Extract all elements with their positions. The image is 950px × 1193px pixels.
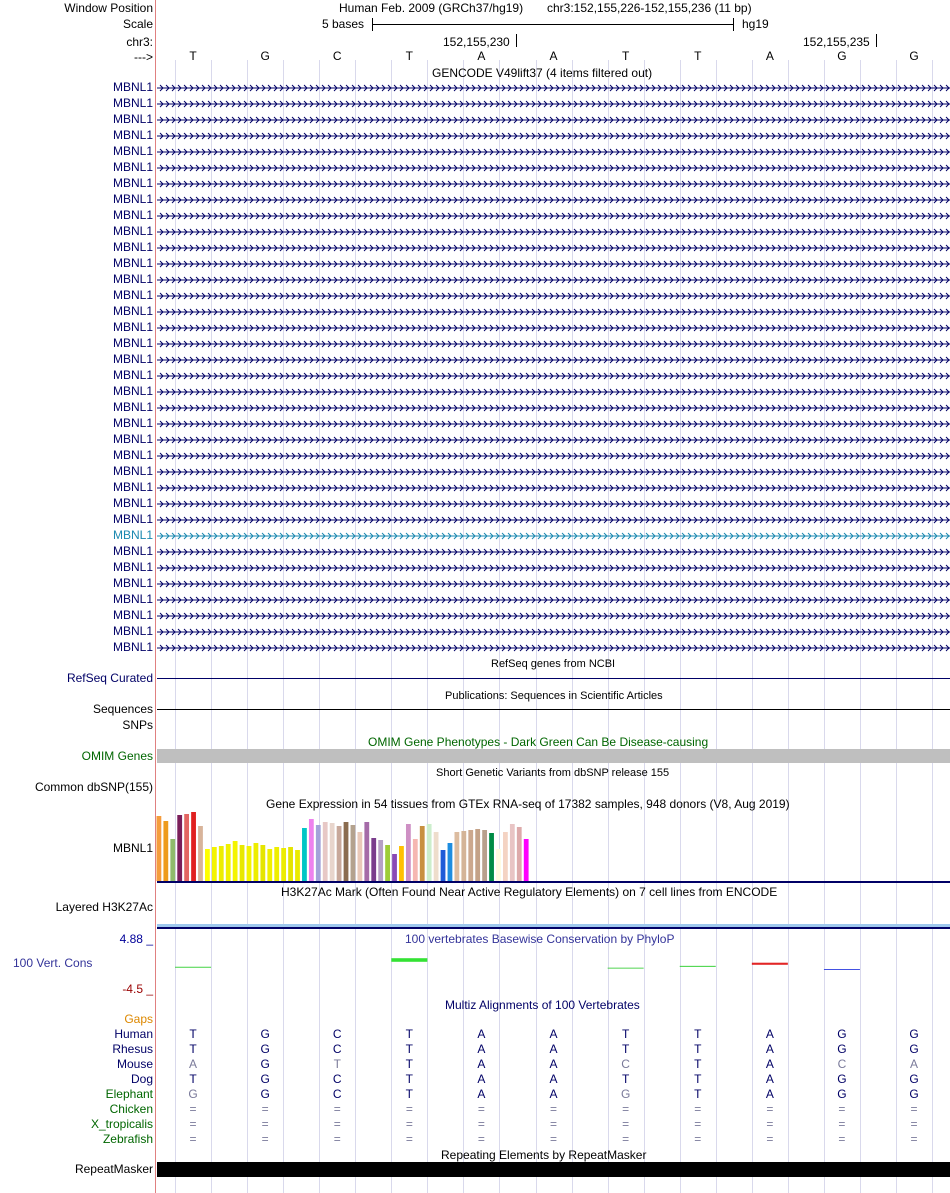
gencode-transcript-label[interactable]: MBNL1	[112, 640, 153, 654]
gencode-transcript-line[interactable]	[157, 178, 950, 190]
multiz-aligned-base: G	[260, 1087, 270, 1101]
gencode-transcript-line[interactable]	[157, 242, 950, 254]
multiz-aligned-base: T	[405, 1042, 414, 1056]
h3k27ac-baseline	[157, 927, 950, 929]
gaps-label: Gaps	[124, 1012, 153, 1026]
conservation-chart[interactable]	[157, 944, 950, 994]
multiz-aligned-base: =	[477, 1117, 485, 1131]
gtex-tissue-bar[interactable]	[226, 844, 231, 881]
gtex-tissue-bar[interactable]	[427, 824, 432, 881]
multiz-aligned-base: T	[694, 1042, 702, 1056]
multiz-aligned-base: A	[910, 1057, 919, 1071]
multiz-aligned-base: =	[910, 1102, 918, 1116]
multiz-aligned-base: A	[477, 1042, 486, 1056]
gencode-transcript-line[interactable]	[157, 418, 950, 430]
multiz-species-label[interactable]: Mouse	[116, 1057, 153, 1071]
refseq-track-title[interactable]: RefSeq genes from NCBI	[491, 658, 616, 670]
gtex-tissue-bar[interactable]	[247, 846, 252, 881]
gencode-transcript-label[interactable]: MBNL1	[112, 352, 153, 366]
gencode-transcript-label[interactable]: MBNL1	[112, 528, 153, 542]
coordinate-tick-2	[876, 34, 877, 47]
multiz-aligned-base: G	[620, 1087, 631, 1101]
gtex-track-title[interactable]: Gene Expression in 54 tissues from GTEx RNA-seq of 17382 samples, 948 donors (V8, Aug 2019)	[266, 797, 790, 811]
refseq-curated-label[interactable]: RefSeq Curated	[66, 671, 153, 685]
multiz-aligned-base: T	[405, 1072, 414, 1086]
gencode-transcript-line[interactable]	[157, 306, 950, 318]
window-position-label: Window Position	[64, 1, 153, 15]
gencode-transcript-label[interactable]: MBNL1	[112, 288, 153, 302]
conservation-mark[interactable]	[824, 969, 860, 970]
gtex-tissue-bar[interactable]	[163, 821, 168, 881]
gtex-tissue-bar[interactable]	[489, 833, 494, 881]
gtex-tissue-bar[interactable]	[441, 850, 446, 881]
gtex-tissue-bar[interactable]	[496, 849, 501, 881]
gencode-transcript-line[interactable]	[157, 578, 950, 590]
multiz-aligned-base: C	[332, 1027, 342, 1041]
gencode-transcript-label[interactable]: MBNL1	[112, 608, 153, 622]
multiz-aligned-base: G	[837, 1087, 847, 1101]
gtex-tissue-bar[interactable]	[170, 839, 175, 881]
gencode-transcript-label[interactable]: MBNL1	[112, 304, 153, 318]
gtex-tissue-bar[interactable]	[434, 832, 439, 881]
multiz-aligned-base: T	[621, 1027, 630, 1041]
gtex-tissue-bar[interactable]	[371, 838, 376, 881]
multiz-aligned-base: =	[622, 1132, 630, 1146]
gtex-tissue-bar[interactable]	[274, 847, 279, 881]
multiz-aligned-base: G	[909, 1027, 919, 1041]
multiz-aligned-base: =	[333, 1132, 341, 1146]
multiz-aligned-base: T	[189, 1042, 197, 1056]
multiz-aligned-base: =	[261, 1102, 269, 1116]
gencode-transcript-line[interactable]	[157, 610, 950, 622]
gtex-tissue-bar[interactable]	[302, 828, 307, 881]
gencode-transcript-line[interactable]	[157, 258, 950, 270]
multiz-aligned-base: =	[189, 1132, 197, 1146]
gencode-transcript-line[interactable]	[157, 210, 950, 222]
multiz-aligned-base: =	[550, 1102, 558, 1116]
multiz-aligned-base: =	[910, 1132, 918, 1146]
multiz-aligned-base: G	[260, 1072, 270, 1086]
multiz-aligned-base: =	[477, 1132, 485, 1146]
gtex-tissue-bar[interactable]	[260, 845, 265, 881]
gencode-transcript-label[interactable]: MBNL1	[112, 128, 153, 142]
gencode-transcript-line[interactable]	[157, 194, 950, 206]
coordinate-label-1: 152,155,230	[443, 35, 510, 49]
gtex-tissue-bar[interactable]	[254, 843, 259, 881]
conservation-mark[interactable]	[608, 968, 644, 969]
gtex-tissue-bar[interactable]	[295, 850, 300, 881]
refseq-track-line	[157, 678, 950, 679]
gencode-transcript-line[interactable]	[157, 402, 950, 414]
multiz-aligned-base: G	[909, 1087, 919, 1101]
multiz-aligned-base: =	[189, 1102, 197, 1116]
gencode-transcript-label[interactable]: MBNL1	[112, 432, 153, 446]
gencode-transcript-line[interactable]	[157, 626, 950, 638]
multiz-aligned-base: A	[549, 1087, 558, 1101]
omim-gene-bar[interactable]	[157, 749, 950, 763]
multiz-aligned-base: G	[837, 1072, 847, 1086]
multiz-aligned-base: A	[477, 1057, 486, 1071]
gtex-tissue-bar[interactable]	[399, 846, 404, 881]
multiz-aligned-base: A	[549, 1042, 558, 1056]
repeatmasker-track-title[interactable]: Repeating Elements by RepeatMasker	[441, 1148, 647, 1162]
multiz-aligned-base: =	[694, 1102, 702, 1116]
multiz-aligned-base: G	[260, 1057, 270, 1071]
scale-bar	[372, 18, 734, 31]
publications-sequences-label[interactable]: Sequences	[92, 702, 153, 716]
gencode-transcript-label[interactable]: MBNL1	[112, 320, 153, 334]
gencode-transcript-label[interactable]: MBNL1	[112, 496, 153, 510]
gtex-tissue-bar[interactable]	[413, 839, 418, 881]
multiz-species-label[interactable]: Dog	[130, 1072, 153, 1086]
gtex-tissue-bar[interactable]	[454, 832, 459, 881]
gencode-transcript-label[interactable]: MBNL1	[112, 400, 153, 414]
gencode-transcript-line[interactable]	[157, 162, 950, 174]
gencode-transcript-label[interactable]: MBNL1	[112, 448, 153, 462]
multiz-aligned-base: G	[260, 1027, 270, 1041]
multiz-aligned-base: =	[838, 1117, 846, 1131]
gtex-tissue-bar[interactable]	[191, 812, 196, 881]
h3k27ac-track-title[interactable]: H3K27Ac Mark (Often Found Near Active Regulatory Elements) on 7 cell lines from ENCODE	[281, 885, 778, 899]
gtex-tissue-bar[interactable]	[316, 825, 321, 881]
multiz-aligned-base: T	[694, 1057, 702, 1071]
gtex-tissue-bar[interactable]	[337, 826, 342, 881]
multiz-aligned-base: T	[333, 1057, 341, 1071]
scale-bar-text: 5 bases	[322, 17, 365, 31]
sequence-base: G	[260, 49, 270, 63]
publications-track-title[interactable]: Publications: Sequences in Scientific Articles	[445, 690, 663, 702]
conservation-track-title[interactable]: 100 vertebrates Basewise Conservation by PhyloP	[405, 932, 675, 946]
gencode-transcript-label[interactable]: MBNL1	[112, 272, 153, 286]
gtex-tissue-bar[interactable]	[233, 841, 238, 881]
strand-label: --->	[134, 50, 153, 64]
coordinate-tick-1	[516, 34, 517, 47]
multiz-species-label[interactable]: Chicken	[109, 1102, 153, 1116]
multiz-aligned-base: G	[909, 1042, 919, 1056]
multiz-aligned-base: =	[910, 1117, 918, 1131]
multiz-aligned-base: T	[405, 1087, 414, 1101]
conservation-min-value: -4.5 _	[122, 982, 153, 996]
gtex-tissue-bar[interactable]	[330, 823, 335, 881]
multiz-species-label[interactable]: Zebrafish	[102, 1132, 153, 1146]
multiz-aligned-base: =	[405, 1102, 413, 1116]
multiz-aligned-base: A	[765, 1042, 774, 1056]
gencode-transcript-label[interactable]: MBNL1	[112, 224, 153, 238]
gencode-transcript-line[interactable]	[157, 498, 950, 510]
multiz-aligned-base: T	[189, 1027, 197, 1041]
gtex-tissue-bar[interactable]	[364, 822, 369, 881]
gencode-transcript-line[interactable]	[157, 562, 950, 574]
gencode-transcript-line[interactable]	[157, 114, 950, 126]
multiz-track-title[interactable]: Multiz Alignments of 100 Vertebrates	[445, 998, 640, 1012]
multiz-aligned-base: =	[189, 1117, 197, 1131]
gencode-transcript-label[interactable]: MBNL1	[112, 256, 153, 270]
coordinate-label-2: 152,155,235	[803, 35, 870, 49]
sequence-base: A	[477, 49, 486, 63]
gtex-tissue-bar[interactable]	[510, 824, 515, 881]
gtex-tissue-bar[interactable]	[240, 845, 245, 881]
multiz-aligned-base: T	[405, 1057, 414, 1071]
gtex-tissue-bar[interactable]	[392, 854, 397, 881]
multiz-aligned-base: =	[838, 1132, 846, 1146]
gtex-tissue-bar[interactable]	[406, 824, 411, 881]
dbsnp-label[interactable]: Common dbSNP(155)	[34, 780, 153, 794]
multiz-aligned-base: G	[837, 1027, 847, 1041]
gtex-tissue-bar[interactable]	[524, 839, 529, 881]
assembly-text: Human Feb. 2009 (GRCh37/hg19)	[339, 1, 524, 15]
gtex-tissue-bar[interactable]	[351, 825, 356, 881]
gencode-transcript-line[interactable]	[157, 226, 950, 238]
sequence-base: T	[405, 49, 414, 63]
gencode-transcript-line[interactable]	[157, 514, 950, 526]
gencode-transcript-line[interactable]	[157, 642, 950, 654]
gtex-tissue-bar[interactable]	[205, 849, 210, 881]
gtex-tissue-bar[interactable]	[177, 815, 182, 881]
gtex-tissue-bar[interactable]	[323, 822, 328, 881]
sequence-base: T	[621, 49, 630, 63]
multiz-aligned-base: G	[260, 1042, 270, 1056]
gtex-tissue-bar[interactable]	[503, 832, 508, 881]
multiz-aligned-base: C	[837, 1057, 847, 1071]
conservation-mark[interactable]	[175, 967, 211, 968]
gtex-tissue-bar[interactable]	[198, 826, 203, 881]
gencode-track-title[interactable]: GENCODE V49lift37 (4 items filtered out)	[432, 66, 653, 80]
position-text: chr3:152,155,226-152,155,236 (11 bp)	[547, 1, 752, 15]
multiz-aligned-base: T	[405, 1027, 414, 1041]
multiz-aligned-base: G	[909, 1072, 919, 1086]
gtex-tissue-bar[interactable]	[219, 846, 224, 881]
dbsnp-track-title[interactable]: Short Genetic Variants from dbSNP release 155	[436, 767, 670, 779]
multiz-aligned-base: =	[550, 1132, 558, 1146]
gencode-transcript-label[interactable]: MBNL1	[112, 480, 153, 494]
gencode-transcript-label[interactable]: MBNL1	[112, 368, 153, 382]
gencode-transcript-label[interactable]: MBNL1	[112, 336, 153, 350]
gtex-tissue-bar[interactable]	[378, 840, 383, 881]
multiz-aligned-base: =	[333, 1117, 341, 1131]
gencode-transcript-label[interactable]: MBNL1	[112, 112, 153, 126]
multiz-aligned-base: C	[332, 1087, 342, 1101]
gencode-transcript-line[interactable]	[157, 450, 950, 462]
multiz-aligned-base: T	[189, 1072, 197, 1086]
sequence-base: A	[765, 49, 774, 63]
gtex-tissue-bar[interactable]	[468, 830, 473, 881]
multiz-aligned-base: C	[332, 1042, 342, 1056]
multiz-aligned-base: =	[766, 1102, 774, 1116]
multiz-aligned-base: A	[549, 1027, 558, 1041]
multiz-aligned-base: T	[621, 1042, 630, 1056]
multiz-aligned-base: =	[694, 1132, 702, 1146]
multiz-aligned-base: =	[766, 1132, 774, 1146]
multiz-aligned-base: T	[694, 1087, 702, 1101]
omim-genes-label[interactable]: OMIM Genes	[81, 749, 153, 763]
scale-label: Scale	[122, 17, 153, 31]
gtex-tissue-bar[interactable]	[281, 848, 286, 881]
multiz-aligned-base: A	[765, 1072, 774, 1086]
multiz-species-label[interactable]: Elephant	[105, 1087, 153, 1101]
gencode-transcript-line[interactable]	[157, 466, 950, 478]
h3k27ac-label[interactable]: Layered H3K27Ac	[55, 900, 153, 914]
multiz-aligned-base: A	[549, 1072, 558, 1086]
conservation-mark[interactable]	[752, 963, 788, 965]
gtex-tissue-bar[interactable]	[157, 816, 162, 881]
gencode-transcript-label[interactable]: MBNL1	[112, 464, 153, 478]
gtex-baseline	[157, 881, 950, 883]
multiz-aligned-base: =	[405, 1117, 413, 1131]
gtex-tissue-bar[interactable]	[385, 845, 390, 881]
gtex-tissue-bar[interactable]	[448, 843, 453, 881]
multiz-aligned-base: =	[477, 1102, 485, 1116]
gtex-tissue-bar[interactable]	[357, 832, 362, 881]
gtex-gene-label[interactable]: MBNL1	[112, 841, 153, 855]
gencode-transcript-line[interactable]	[157, 386, 950, 398]
gencode-transcript-line[interactable]	[157, 370, 950, 382]
conservation-label[interactable]: 100 Vert. Cons	[13, 956, 93, 970]
multiz-aligned-base: A	[477, 1087, 486, 1101]
gencode-transcript-line[interactable]	[157, 290, 950, 302]
multiz-aligned-base: A	[765, 1027, 774, 1041]
multiz-aligned-base: A	[477, 1072, 486, 1086]
multiz-aligned-base: C	[621, 1057, 630, 1071]
gencode-transcript-label[interactable]: MBNL1	[112, 240, 153, 254]
multiz-aligned-base: =	[261, 1117, 269, 1131]
multiz-aligned-base: A	[477, 1027, 486, 1041]
gencode-transcript-label[interactable]: MBNL1	[112, 576, 153, 590]
gencode-transcript-line[interactable]	[157, 354, 950, 366]
gtex-tissue-bar[interactable]	[184, 814, 189, 881]
sequence-base: T	[189, 49, 197, 63]
gencode-transcript-label[interactable]: MBNL1	[112, 192, 153, 206]
publications-track-line	[157, 709, 950, 710]
multiz-aligned-base: =	[550, 1117, 558, 1131]
multiz-aligned-base: =	[405, 1132, 413, 1146]
sequence-base: A	[549, 49, 558, 63]
multiz-species-label[interactable]: X_tropicalis	[90, 1117, 153, 1131]
sequence-base: G	[909, 49, 919, 63]
sequence-base: C	[332, 49, 342, 63]
gtex-tissue-bar[interactable]	[475, 829, 480, 881]
gtex-tissue-bar[interactable]	[288, 847, 293, 881]
gencode-transcript-label[interactable]: MBNL1	[112, 80, 153, 94]
gencode-transcript-line[interactable]	[157, 274, 950, 286]
multiz-aligned-base: =	[622, 1102, 630, 1116]
gtex-tissue-bar[interactable]	[517, 827, 522, 881]
gencode-transcript-label[interactable]: MBNL1	[112, 544, 153, 558]
gtex-tissue-bar[interactable]	[420, 826, 425, 881]
gencode-transcript-label[interactable]: MBNL1	[112, 96, 153, 110]
gtex-tissue-bar[interactable]	[267, 849, 272, 881]
conservation-mark[interactable]	[680, 966, 716, 967]
multiz-aligned-base: G	[188, 1087, 198, 1101]
gencode-transcript-label[interactable]: MBNL1	[112, 560, 153, 574]
multiz-aligned-base: C	[332, 1072, 342, 1086]
conservation-mark[interactable]	[391, 958, 427, 962]
chromosome-label: chr3:	[126, 35, 153, 49]
multiz-species-label[interactable]: Human	[114, 1027, 153, 1041]
multiz-aligned-base: =	[838, 1102, 846, 1116]
gtex-tissue-bar[interactable]	[482, 830, 487, 881]
db-name-text: hg19	[742, 17, 769, 31]
gtex-tissue-bar[interactable]	[461, 831, 466, 881]
sequence-base: T	[694, 49, 702, 63]
multiz-aligned-base: =	[694, 1117, 702, 1131]
gencode-transcript-line[interactable]	[157, 482, 950, 494]
gencode-transcript-line[interactable]	[157, 130, 950, 142]
gencode-transcript-line[interactable]	[157, 146, 950, 158]
repeatmasker-label[interactable]: RepeatMasker	[74, 1162, 153, 1176]
snps-label[interactable]: SNPs	[122, 718, 153, 732]
conservation-max-value: 4.88 _	[119, 932, 153, 946]
gencode-transcript-line[interactable]	[157, 594, 950, 606]
gtex-tissue-bar[interactable]	[212, 847, 217, 881]
multiz-aligned-base: A	[549, 1057, 558, 1071]
gencode-transcript-label[interactable]: MBNL1	[112, 384, 153, 398]
gencode-transcript-label[interactable]: MBNL1	[112, 144, 153, 158]
gencode-transcript-line[interactable]	[157, 530, 950, 542]
multiz-aligned-base: =	[261, 1132, 269, 1146]
multiz-aligned-base: T	[694, 1027, 702, 1041]
gencode-transcript-line[interactable]	[157, 338, 950, 350]
repeatmasker-element-bar[interactable]	[157, 1162, 950, 1177]
gencode-transcript-label[interactable]: MBNL1	[112, 624, 153, 638]
multiz-aligned-base: T	[621, 1072, 630, 1086]
gencode-transcript-label[interactable]: MBNL1	[112, 592, 153, 606]
gtex-tissue-bar[interactable]	[309, 819, 314, 881]
gencode-transcript-label[interactable]: MBNL1	[112, 160, 153, 174]
multiz-species-label[interactable]: Rhesus	[112, 1042, 153, 1056]
multiz-aligned-base: =	[333, 1102, 341, 1116]
gtex-tissue-bar[interactable]	[344, 822, 349, 881]
gencode-transcript-line[interactable]	[157, 98, 950, 110]
omim-track-title[interactable]: OMIM Gene Phenotypes - Dark Green Can Be Disease-causing	[368, 735, 709, 749]
multiz-aligned-base: A	[189, 1057, 198, 1071]
gencode-transcript-label[interactable]: MBNL1	[112, 416, 153, 430]
multiz-aligned-base: G	[837, 1042, 847, 1056]
sequence-base: G	[837, 49, 847, 63]
gencode-transcript-line[interactable]	[157, 546, 950, 558]
multiz-aligned-base: A	[765, 1087, 774, 1101]
multiz-aligned-base: A	[765, 1057, 774, 1071]
multiz-aligned-base: =	[622, 1117, 630, 1131]
gtex-expression-chart[interactable]	[155, 812, 555, 882]
multiz-aligned-base: =	[766, 1117, 774, 1131]
gencode-transcript-line[interactable]	[157, 434, 950, 446]
gencode-transcript-line[interactable]	[157, 82, 950, 94]
gencode-transcript-line[interactable]	[157, 322, 950, 334]
gencode-transcript-label[interactable]: MBNL1	[112, 176, 153, 190]
multiz-aligned-base: T	[694, 1072, 702, 1086]
gencode-transcript-label[interactable]: MBNL1	[112, 208, 153, 222]
gencode-transcript-label[interactable]: MBNL1	[112, 512, 153, 526]
